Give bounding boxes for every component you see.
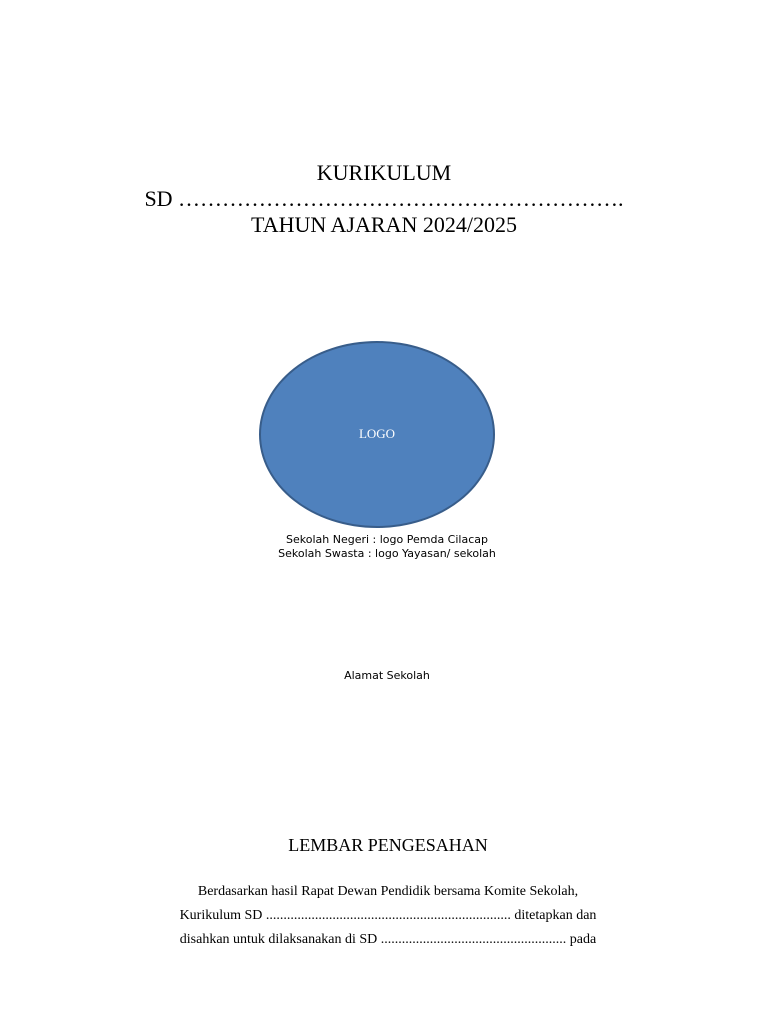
approval-heading: LEMBAR PENGESAHAN bbox=[288, 835, 488, 855]
cover-academic-year: TAHUN AJARAN 2024/2025 bbox=[251, 212, 517, 237]
approval-paragraph bbox=[100, 880, 676, 952]
logo-note-public: Sekolah Negeri : logo Pemda Cilacap bbox=[286, 533, 488, 546]
approval-line-3: disahkan untuk dilaksanakan di SD ..................................................... pada bbox=[179, 932, 597, 947]
cover-school-name: SD ……………………………………………………. bbox=[144, 186, 624, 211]
logo-note-private: Sekolah Swasta : logo Yayasan/ sekolah bbox=[278, 547, 496, 560]
cover-title: KURIKULUM bbox=[316, 160, 452, 185]
cover-title-block bbox=[0, 160, 768, 238]
logo-placeholder-label: LOGO bbox=[358, 425, 396, 441]
school-address-label: Alamat Sekolah bbox=[344, 669, 430, 682]
approval-line-1: Berdasarkan hasil Rapat Dewan Pendidik bersama Komite Sekolah, bbox=[197, 884, 579, 899]
logo-note bbox=[0, 533, 768, 561]
logo-placeholder-oval bbox=[259, 341, 495, 528]
approval-line-2: Kurikulum SD ...................................................................... ditetapkan dan bbox=[179, 908, 597, 923]
